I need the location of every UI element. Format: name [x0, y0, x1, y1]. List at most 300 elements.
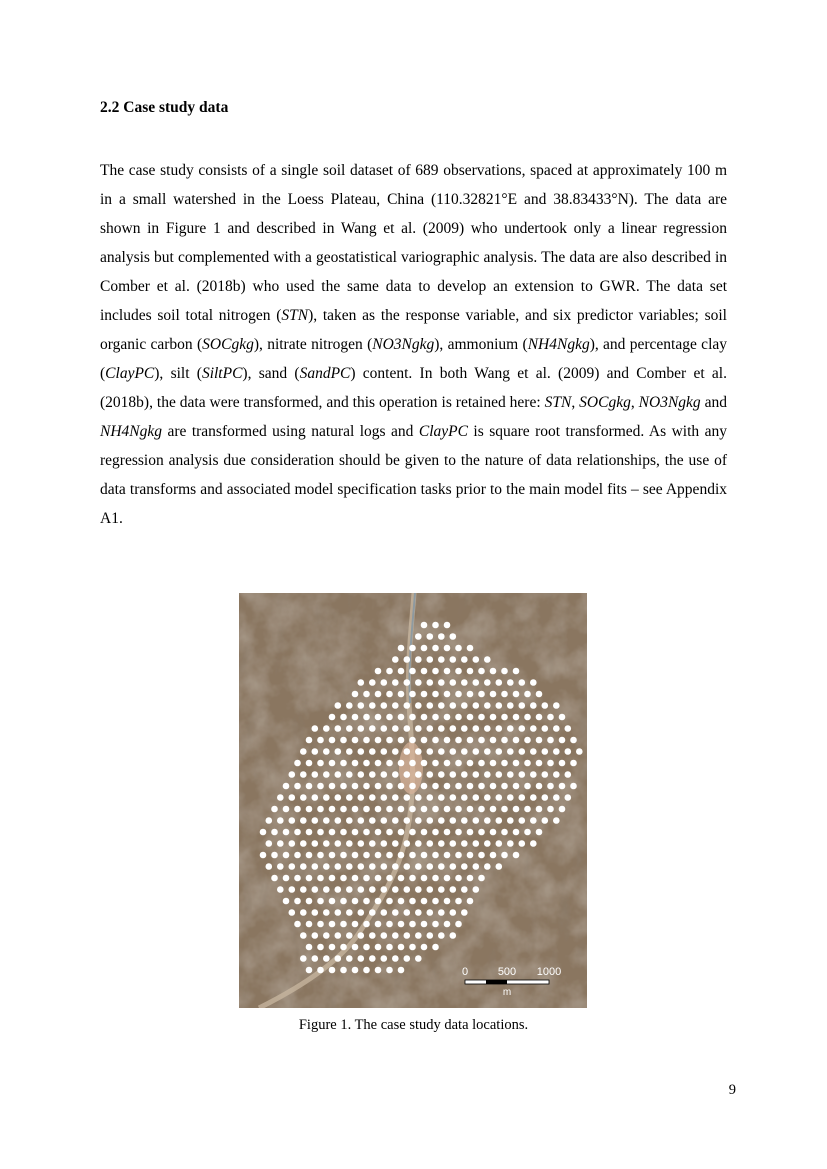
sample-point: [438, 840, 445, 847]
sample-point: [340, 875, 347, 882]
sample-point: [432, 645, 439, 652]
sample-point: [369, 725, 376, 732]
sample-point: [461, 725, 468, 732]
sample-point: [513, 737, 520, 744]
sample-point: [346, 863, 353, 870]
sample-point: [306, 898, 313, 905]
text-segment: The case study consists of a single soil dataset of 689 observations, spaced at approximately 100 m in a small watershed in the Loess Plateau, China (110.32821°E and 38.83433°N). The data are shown in Figure 1 and described in Wang et al. (2009) who undertook only a linear regression analysis but complemented with a geostatistical variographic analysis. The data are also described in Comber et al. (2018b) who used the same data to develop an extension to GWR. The data set includes soil total nitrogen (: [100, 162, 727, 324]
sample-point: [329, 783, 336, 790]
sample-point: [329, 921, 336, 928]
figure-caption: Figure 1. The case study data locations.: [298, 1017, 529, 1033]
sample-point: [484, 702, 491, 709]
sample-point: [329, 944, 336, 951]
sample-point: [317, 737, 324, 744]
sample-point: [363, 921, 370, 928]
sample-point: [386, 714, 393, 721]
sample-point: [369, 840, 376, 847]
sample-point: [306, 875, 313, 882]
sample-point: [312, 863, 319, 870]
sample-point: [432, 829, 439, 836]
sample-point: [438, 633, 445, 640]
sample-point: [415, 656, 422, 663]
sample-point: [536, 691, 543, 698]
sample-point: [306, 737, 313, 744]
sample-point: [392, 748, 399, 755]
sample-point: [496, 794, 503, 801]
sample-point: [369, 909, 376, 916]
sample-point: [570, 760, 577, 767]
sample-point: [404, 955, 411, 962]
sample-point: [490, 691, 497, 698]
sample-point: [398, 806, 405, 813]
sample-point: [352, 691, 359, 698]
sample-point: [352, 806, 359, 813]
map-image: [239, 593, 587, 1008]
page-number: 9: [728, 1082, 736, 1098]
sample-point: [484, 840, 491, 847]
variable-name: SiltPC: [201, 365, 243, 382]
sample-point: [444, 760, 451, 767]
sample-point: [444, 714, 451, 721]
sample-point: [306, 760, 313, 767]
sample-point: [312, 725, 319, 732]
sample-point: [467, 875, 474, 882]
variable-name: STN: [281, 307, 309, 324]
sample-point: [404, 748, 411, 755]
sample-point: [306, 783, 313, 790]
sample-point: [335, 748, 342, 755]
sample-point: [438, 679, 445, 686]
sample-point: [473, 886, 480, 893]
sample-point: [392, 817, 399, 824]
sample-point: [409, 691, 416, 698]
sample-point: [409, 944, 416, 951]
sample-point: [461, 840, 468, 847]
sample-point: [536, 737, 543, 744]
sample-point: [340, 852, 347, 859]
sample-point: [478, 875, 485, 882]
sample-point: [444, 875, 451, 882]
sample-point: [409, 668, 416, 675]
sample-point: [317, 921, 324, 928]
sample-point: [398, 783, 405, 790]
sample-point: [375, 691, 382, 698]
sample-point: [352, 967, 359, 974]
sample-point: [524, 737, 531, 744]
sample-point: [484, 863, 491, 870]
variable-name: NO3Ngkg: [638, 394, 701, 411]
sample-point: [323, 748, 330, 755]
sample-point: [294, 875, 301, 882]
sample-point: [317, 944, 324, 951]
sample-point: [478, 760, 485, 767]
sample-point: [455, 875, 462, 882]
sample-point: [461, 771, 468, 778]
sample-point: [392, 886, 399, 893]
sample-point: [358, 748, 365, 755]
sample-point: [455, 783, 462, 790]
sample-point: [427, 771, 434, 778]
sample-point: [306, 829, 313, 836]
sample-point: [427, 656, 434, 663]
sample-point: [570, 737, 577, 744]
sample-point: [427, 840, 434, 847]
sample-point: [283, 852, 290, 859]
sample-point: [438, 794, 445, 801]
sample-point: [501, 691, 508, 698]
sample-point: [317, 829, 324, 836]
sample-point: [490, 714, 497, 721]
sample-point: [386, 668, 393, 675]
sample-point: [507, 725, 514, 732]
sample-point: [467, 829, 474, 836]
sample-point: [565, 794, 572, 801]
sample-point: [404, 840, 411, 847]
sample-point: [335, 702, 342, 709]
sample-point: [363, 691, 370, 698]
sample-point: [369, 886, 376, 893]
sample-point: [381, 771, 388, 778]
sample-point: [496, 748, 503, 755]
sample-point: [289, 863, 296, 870]
sample-point: [375, 806, 382, 813]
sample-point: [559, 737, 566, 744]
sample-point: [300, 794, 307, 801]
sample-point: [501, 668, 508, 675]
sample-point: [386, 852, 393, 859]
sample-point: [266, 817, 273, 824]
sample-point: [507, 771, 514, 778]
sample-point: [536, 829, 543, 836]
sample-point: [490, 760, 497, 767]
sample-point: [398, 944, 405, 951]
sample-point: [542, 794, 549, 801]
sample-point: [484, 748, 491, 755]
sample-point: [398, 691, 405, 698]
sample-point: [415, 633, 422, 640]
sample-point: [496, 863, 503, 870]
sample-point: [461, 863, 468, 870]
sample-point: [294, 783, 301, 790]
sample-point: [467, 760, 474, 767]
sample-point: [530, 794, 537, 801]
sample-point: [375, 783, 382, 790]
sample-point: [294, 852, 301, 859]
sample-point: [358, 955, 365, 962]
sample-point: [501, 760, 508, 767]
sample-point: [386, 760, 393, 767]
sample-point: [415, 932, 422, 939]
sample-point: [507, 817, 514, 824]
sample-point: [369, 794, 376, 801]
sample-point: [381, 702, 388, 709]
sample-point: [524, 760, 531, 767]
sample-point: [409, 852, 416, 859]
sample-point: [473, 794, 480, 801]
sample-point: [363, 714, 370, 721]
text-segment: ), ammonium (: [434, 336, 528, 353]
sample-point: [455, 760, 462, 767]
sample-point: [375, 852, 382, 859]
sample-point: [283, 875, 290, 882]
sample-point: [358, 794, 365, 801]
sample-point: [329, 806, 336, 813]
text-segment: are transformed using natural logs and: [162, 423, 419, 440]
sample-point: [300, 817, 307, 824]
sample-point: [398, 898, 405, 905]
sample-point: [450, 771, 457, 778]
sample-point: [266, 840, 273, 847]
sample-point: [444, 783, 451, 790]
sample-point: [432, 921, 439, 928]
sample-point: [392, 932, 399, 939]
sample-point: [392, 656, 399, 663]
text-segment: ), silt (: [154, 365, 202, 382]
sample-point: [536, 783, 543, 790]
sample-point: [438, 702, 445, 709]
sample-point: [444, 622, 451, 629]
sample-point: [427, 748, 434, 755]
sample-point: [386, 898, 393, 905]
sample-point: [375, 944, 382, 951]
sample-point: [530, 840, 537, 847]
sample-point: [490, 806, 497, 813]
sample-point: [473, 840, 480, 847]
sample-point: [427, 909, 434, 916]
sample-point: [513, 783, 520, 790]
sample-point: [547, 783, 554, 790]
sample-point: [559, 783, 566, 790]
sample-point: [381, 863, 388, 870]
sample-point: [300, 840, 307, 847]
sample-point: [478, 783, 485, 790]
sample-point: [363, 829, 370, 836]
sample-point: [547, 760, 554, 767]
sample-point: [381, 725, 388, 732]
sample-point: [519, 771, 526, 778]
sample-point: [335, 794, 342, 801]
sample-point: [266, 863, 273, 870]
sample-point: [340, 806, 347, 813]
sample-point: [432, 668, 439, 675]
sample-point: [444, 668, 451, 675]
sample-point: [358, 863, 365, 870]
text-segment: is square root transformed. As with any regression analysis due consideration should be given to the nature of data relationships, the use of data transforms and associated model specification tasks prior to the main model fits – see Appendix A1.: [100, 423, 727, 527]
sample-point: [513, 668, 520, 675]
sample-point: [312, 840, 319, 847]
sample-point: [501, 829, 508, 836]
sample-point: [478, 714, 485, 721]
sample-point: [335, 840, 342, 847]
sample-point: [398, 645, 405, 652]
sample-point: [392, 955, 399, 962]
sample-point: [415, 886, 422, 893]
sample-point: [277, 863, 284, 870]
sample-point: [501, 737, 508, 744]
sample-point: [363, 783, 370, 790]
sample-point: [289, 817, 296, 824]
sample-point: [271, 806, 278, 813]
sample-point: [323, 817, 330, 824]
sample-point: [519, 725, 526, 732]
sample-point: [547, 714, 554, 721]
sample-point: [427, 817, 434, 824]
sample-point: [513, 829, 520, 836]
sample-point: [438, 909, 445, 916]
sample-point: [375, 921, 382, 928]
sample-point: [340, 760, 347, 767]
sample-point: [340, 829, 347, 836]
sample-point: [444, 921, 451, 928]
sample-point: [438, 817, 445, 824]
sample-point: [519, 794, 526, 801]
sample-point: [271, 829, 278, 836]
sample-point: [450, 863, 457, 870]
sample-point: [306, 806, 313, 813]
sample-point: [335, 955, 342, 962]
sample-point: [289, 886, 296, 893]
sample-point: [381, 840, 388, 847]
sample-point: [277, 794, 284, 801]
sample-point: [415, 955, 422, 962]
sample-point: [444, 898, 451, 905]
sample-point: [346, 702, 353, 709]
sample-point: [461, 886, 468, 893]
sample-point: [294, 806, 301, 813]
sample-point: [375, 668, 382, 675]
sample-point: [455, 645, 462, 652]
sample-point: [375, 967, 382, 974]
sample-point: [381, 886, 388, 893]
sample-point: [421, 875, 428, 882]
sample-point: [565, 725, 572, 732]
sample-point: [432, 760, 439, 767]
sample-point: [496, 817, 503, 824]
sample-point: [507, 702, 514, 709]
sample-point: [386, 944, 393, 951]
sample-point: [404, 656, 411, 663]
sample-point: [363, 737, 370, 744]
sample-point: [415, 840, 422, 847]
sample-point: [323, 932, 330, 939]
sample-point: [398, 852, 405, 859]
sample-point: [450, 748, 457, 755]
sample-point: [530, 679, 537, 686]
sample-point: [542, 817, 549, 824]
sample-point: [421, 944, 428, 951]
sample-point: [519, 702, 526, 709]
sample-point: [415, 794, 422, 801]
sample-point: [496, 725, 503, 732]
sample-point: [404, 794, 411, 801]
sample-point: [271, 875, 278, 882]
sample-point: [375, 714, 382, 721]
sample-point: [404, 886, 411, 893]
sample-point: [346, 771, 353, 778]
sample-point: [392, 679, 399, 686]
sample-point: [363, 875, 370, 882]
sample-point: [519, 817, 526, 824]
sample-point: [536, 760, 543, 767]
sample-point: [369, 932, 376, 939]
sample-point: [490, 668, 497, 675]
sample-point: [323, 955, 330, 962]
sample-point: [358, 932, 365, 939]
sample-point: [455, 852, 462, 859]
sample-point: [392, 725, 399, 732]
sample-point: [467, 691, 474, 698]
sample-point: [283, 806, 290, 813]
sample-point: [363, 852, 370, 859]
sample-point: [484, 679, 491, 686]
sample-point: [559, 806, 566, 813]
sample-point: [432, 691, 439, 698]
text-segment: ), taken as the response variable, and six predictor variables; soil organic carbon (: [100, 307, 727, 353]
sample-point: [478, 668, 485, 675]
sample-point: [312, 909, 319, 916]
sample-point: [294, 921, 301, 928]
sample-point: [438, 932, 445, 939]
sample-point: [369, 748, 376, 755]
sample-point: [358, 886, 365, 893]
sample-point: [352, 714, 359, 721]
sample-point: [524, 829, 531, 836]
sample-point: [415, 702, 422, 709]
variable-name: SandPC: [299, 365, 351, 382]
sample-point: [455, 668, 462, 675]
sample-point: [306, 944, 313, 951]
sample-point: [358, 840, 365, 847]
sample-point: [386, 737, 393, 744]
sample-point: [450, 679, 457, 686]
sample-point: [530, 748, 537, 755]
sample-point: [340, 921, 347, 928]
sample-point: [346, 794, 353, 801]
sample-point: [467, 783, 474, 790]
sample-point: [524, 714, 531, 721]
sample-point: [340, 898, 347, 905]
sample-point: [421, 714, 428, 721]
body-paragraph: [100, 156, 727, 533]
sample-point: [317, 875, 324, 882]
sample-point: [432, 737, 439, 744]
sample-point: [467, 668, 474, 675]
sample-point: [467, 645, 474, 652]
sample-point: [404, 725, 411, 732]
scale-segment-2: [486, 980, 507, 984]
sample-point: [409, 737, 416, 744]
sample-point: [409, 806, 416, 813]
text-segment: and: [700, 394, 727, 411]
sample-point: [398, 737, 405, 744]
figure-map: [239, 593, 587, 1008]
sample-point: [300, 932, 307, 939]
sample-point: [346, 817, 353, 824]
sample-point: [415, 771, 422, 778]
sample-point: [455, 737, 462, 744]
sample-point: [467, 852, 474, 859]
sample-point: [386, 829, 393, 836]
variable-name: SOCgkg: [202, 336, 254, 353]
sample-point: [409, 714, 416, 721]
sample-point: [415, 748, 422, 755]
sample-point: [473, 748, 480, 755]
sample-point: [409, 921, 416, 928]
sample-point: [490, 852, 497, 859]
sample-point: [260, 852, 267, 859]
sample-point: [323, 840, 330, 847]
sample-point: [444, 829, 451, 836]
